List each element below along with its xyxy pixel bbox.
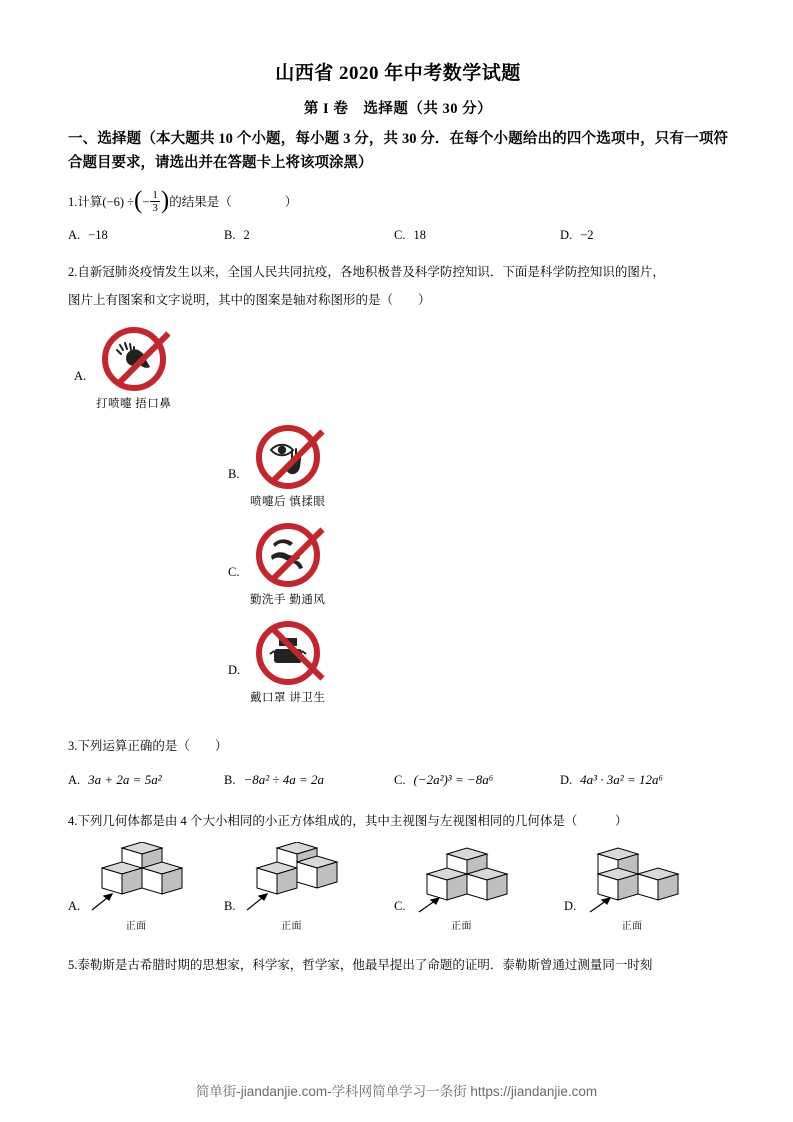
option-caption: 喷嚏后 慎揉眼	[250, 495, 326, 508]
option-label: A.	[68, 899, 81, 914]
option-label: C.	[394, 228, 406, 243]
question-4-option-d[interactable]	[564, 842, 684, 932]
question-4-number: 4.	[68, 814, 78, 829]
option-label: D.	[564, 899, 577, 914]
question-3-stem	[68, 735, 728, 759]
solid-d-svg	[580, 842, 684, 914]
mask-face-glyph	[262, 627, 314, 679]
question-1-frac-sign: −	[142, 194, 150, 209]
front-arrow	[92, 894, 112, 910]
option-value: 18	[413, 228, 426, 243]
option-label: B.	[224, 228, 236, 243]
question-1-option-c[interactable]	[394, 228, 560, 243]
solid-a-figure	[84, 842, 188, 932]
paper-part-subtitle: 第 I 卷 选择题（共 30 分）	[303, 101, 493, 117]
document-content	[68, 58, 728, 978]
solid-c-svg	[409, 842, 513, 914]
question-2-option-c[interactable]	[68, 523, 728, 607]
question-4-option-a[interactable]	[68, 842, 224, 932]
solid-a-svg	[84, 842, 188, 914]
option-a-figure	[96, 327, 171, 411]
question-1-expr-lead: (−6) ÷	[102, 194, 135, 209]
question-3-option-d[interactable]	[560, 772, 663, 788]
front-arrow	[247, 894, 267, 910]
question-3-number: 3.	[68, 738, 78, 753]
page-title: 山西省 2020 年中考数学试题	[275, 63, 521, 84]
option-value: (−2a²)³ = −8a⁶	[413, 772, 494, 788]
option-label: A.	[68, 228, 81, 243]
question-1-option-d[interactable]	[560, 228, 593, 243]
question-3-option-c[interactable]	[394, 772, 560, 788]
sneeze-glyph	[108, 333, 160, 385]
question-3-options	[68, 772, 728, 788]
option-caption: 打喷嚏 捂口鼻	[96, 397, 172, 410]
question-2-option-d[interactable]	[68, 621, 728, 705]
option-d-figure	[250, 621, 325, 705]
option-label: A.	[74, 368, 87, 383]
question-4	[68, 810, 728, 932]
option-label: D.	[560, 772, 573, 787]
hands-water-svg	[265, 532, 311, 578]
solid-b-figure	[239, 842, 343, 932]
left-paren: (	[134, 186, 143, 214]
question-1-text-before: 计算	[77, 194, 103, 209]
front-arrow	[419, 898, 439, 912]
option-label: C.	[228, 564, 240, 579]
option-label: A.	[68, 772, 81, 787]
question-2-text: 自新冠肺炎疫情发生以来，全国人民共同抗疫，各地积极普及科学防控知识．下面是科学防控知识的图片，	[77, 265, 665, 280]
option-label: D.	[560, 228, 573, 243]
option-caption: 戴口罩 讲卫生	[250, 691, 326, 704]
fraction-denominator: 3	[152, 202, 158, 215]
mask-face-svg	[265, 630, 311, 676]
question-4-stem	[68, 810, 728, 834]
option-value: −18	[88, 228, 108, 243]
question-3-option-a[interactable]	[68, 772, 224, 788]
question-2-option-b[interactable]	[68, 425, 728, 509]
option-label: D.	[228, 662, 241, 677]
option-value: −8a² ÷ 4a = 2a	[243, 772, 325, 788]
answer-blank	[232, 195, 285, 209]
question-4-options	[68, 842, 728, 932]
question-4-text: 下列几何体都是由 4 个大小相同的小正方体组成的，其中主视图与左视图相同的几何体是（ ）	[77, 814, 628, 829]
question-3-option-b[interactable]	[224, 772, 394, 788]
question-2-line1	[68, 261, 728, 285]
sneeze-cover-mouth-icon	[102, 327, 166, 391]
fraction-numerator: 1	[152, 188, 158, 201]
question-4-option-c[interactable]	[394, 842, 564, 932]
sneeze-svg	[110, 335, 158, 383]
front-arrow	[590, 898, 610, 912]
no-rub-eye-icon	[256, 425, 320, 489]
question-5	[68, 954, 728, 978]
question-1-options	[68, 228, 728, 243]
question-1	[68, 186, 728, 243]
option-label: C.	[394, 899, 406, 914]
option-value: 3a + 2a = 5a²	[88, 772, 162, 788]
question-5-stem	[68, 954, 728, 978]
right-paren: )	[160, 186, 170, 214]
question-5-number: 5.	[68, 958, 78, 973]
option-label: B.	[224, 899, 236, 914]
hands-water-glyph	[262, 529, 314, 581]
fraction-one-third	[150, 189, 160, 215]
option-label: B.	[228, 466, 240, 481]
question-5-text: 泰勒斯是古希腊时期的思想家，科学家，哲学家，他最早提出了命题的证明．泰勒斯曾通过测量同一时刻	[77, 958, 653, 973]
question-3	[68, 735, 728, 789]
footer-watermark: 简单街-jiandanjie.com-学科网简单学习一条街 https://jiandanjie.com	[195, 1084, 598, 1099]
front-view-label: 正面	[280, 921, 302, 933]
wash-hands-icon	[256, 523, 320, 587]
question-4-option-b[interactable]	[224, 842, 394, 932]
front-view-label: 正面	[621, 921, 643, 933]
front-view-label: 正面	[125, 921, 147, 933]
solid-d-figure	[580, 842, 684, 932]
question-3-text: 下列运算正确的是（ ）	[77, 738, 228, 753]
solid-c-figure	[409, 842, 513, 932]
eye-hand-glyph	[262, 431, 314, 483]
option-b-figure	[250, 425, 325, 509]
option-label: B.	[224, 772, 236, 787]
question-2-option-a[interactable]	[68, 327, 728, 411]
option-caption: 勤洗手 勤通风	[250, 593, 326, 606]
question-2-line2: 图片上有图案和文字说明，其中的图案是轴对称图形的是（ ）	[68, 292, 431, 307]
question-1-option-b[interactable]	[224, 228, 394, 243]
question-1-number: 1.	[68, 194, 78, 209]
question-2-number: 2.	[68, 265, 78, 280]
option-value: 2	[243, 228, 250, 243]
section-instructions: 一、选择题（本大题共 10 个小题，每小题 3 分，共 30 分．在每个小题给出的四个选项中，只有一项符合题目要求，请选出并在答题卡上将该项涂黑）	[68, 131, 728, 171]
question-1-stem	[68, 186, 728, 216]
question-1-option-a[interactable]	[68, 228, 224, 243]
question-1-paren-close: ）	[284, 194, 298, 209]
question-2	[68, 261, 728, 705]
option-label: C.	[394, 772, 406, 787]
option-value: 4a³ · 3a² = 12a⁶	[580, 772, 663, 788]
option-value: −2	[580, 228, 594, 243]
eye-hand-svg	[265, 434, 311, 480]
front-view-label: 正面	[450, 921, 472, 933]
wear-mask-icon	[256, 621, 320, 685]
question-1-text-after: 的结果是（	[169, 194, 232, 209]
solid-b-svg	[239, 842, 343, 914]
option-c-figure	[250, 523, 325, 607]
